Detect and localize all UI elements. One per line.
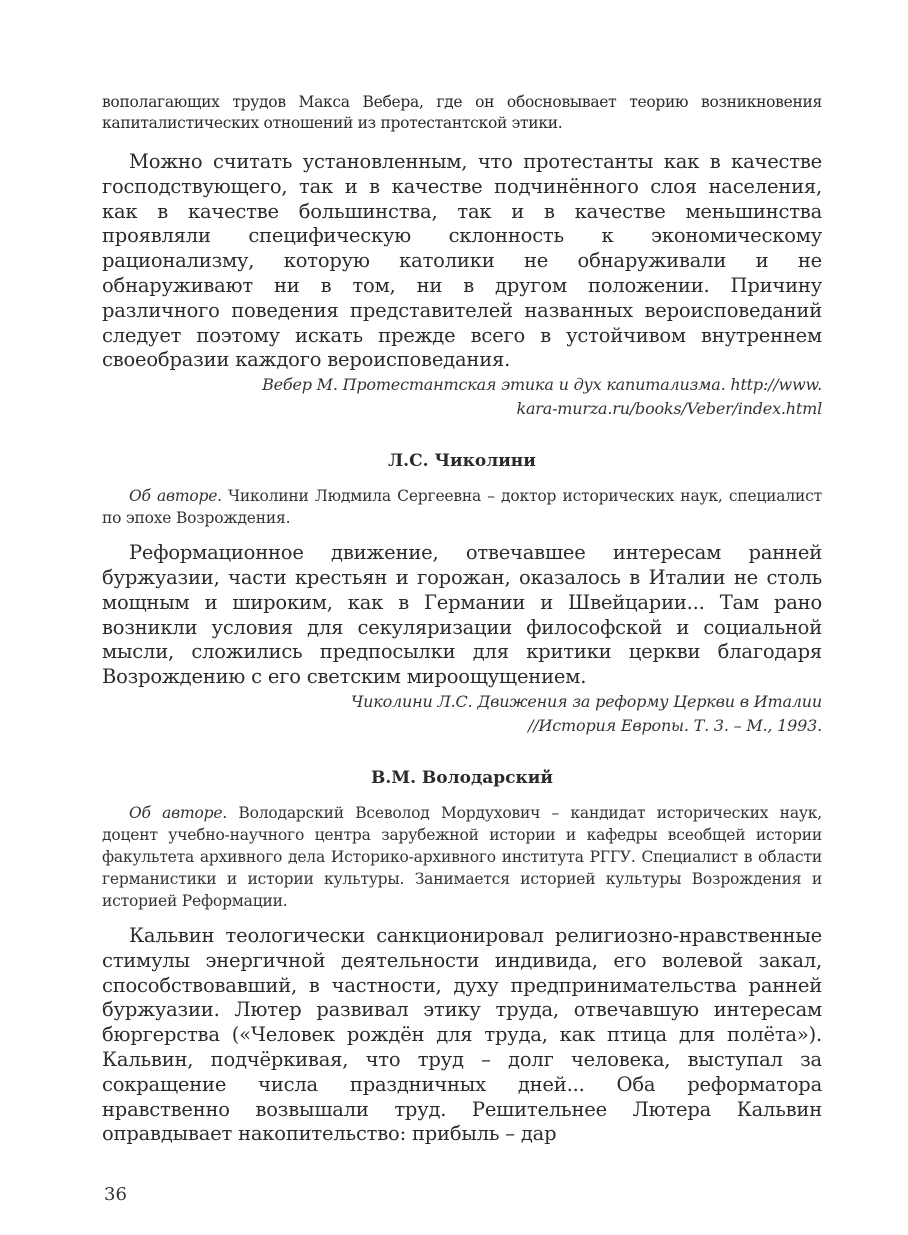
weber-section <box>102 150 822 421</box>
weber-quote: Можно считать установленным, что протестанты как в качестве господствующего, так и в качестве подчинённого слоя населения, как в качестве большинства, так и в качестве меньшинства проявляли специфическую склонность к экономическому рационализму, которую католики не обнаруживали и не обнаруживают ни в том, ни в другом положении. Причину различного поведения представителей названных вероисповеданий следует поэтому искать прежде всего в устойчивом внутреннем своеобразии каждого вероисповедания. <box>102 150 822 372</box>
about-author-label: Об авторе. <box>129 487 222 506</box>
chikolini-source-line-1: Чиколини Л.С. Движения за реформу Церкви в Италии <box>350 691 822 711</box>
volodarsky-about <box>102 802 822 912</box>
volodarsky-section <box>102 768 822 1147</box>
chikolini-quote: Реформационное движение, отвечавшее интересам ранней буржуазии, части крестьян и горожан, оказалось в Италии не столь мощным и широким, как в Германии и Швейцарии... Там рано возникли условия для секуляризации философской и социальной мысли, сложились предпосылки для критики церкви благодаря Возрождению с его светским мироощущением. <box>102 541 822 689</box>
chikolini-heading: Л.С. Чиколини <box>388 451 536 472</box>
chikolini-source-line-2: //История Европы. Т. 3. – М., 1993. <box>528 715 822 735</box>
page-number: 36 <box>104 1184 127 1205</box>
about-author-label: Об авторе. <box>129 803 228 822</box>
volodarsky-heading: В.М. Володарский <box>370 767 554 788</box>
chikolini-section <box>102 451 822 738</box>
weber-source-line-2: kara-murza.ru/books/Veber/index.html <box>516 399 822 419</box>
book-page <box>102 92 822 1147</box>
volodarsky-about-text: Володарский Всеволод Мордухович – кандидат исторических наук, доцент учебно-научного центра зарубежной истории и кафедры всеобщей истории факультета архивного дела Историко-архивного института РГГУ. Специалист в области германистики и истории культуры. Занимается историей культуры Возрождения и историей Реформации. <box>102 803 822 910</box>
chikolini-about-text: Чиколини Людмила Сергеевна – доктор исторических наук, специалист по эпохе Возрождения. <box>102 487 822 528</box>
weber-source-line-1: Вебер М. Протестантская этика и дух капитализма. http://www. <box>262 375 822 395</box>
chikolini-about <box>102 485 822 529</box>
volodarsky-quote: Кальвин теологически санкционировал религиозно-нравственные стимулы энергичной деятельности индивида, его волевой закал, способствовавший, в частности, духу предпринимательства ранней буржуазии. Лютер развивал этику труда, отвечавшую интересам бюргерства («Человек рождён для труда, как птица для полёта»). Кальвин, подчёркивая, что труд – долг человека, выступал за сокращение числа праздничных дней... Оба реформатора нравственно возвышали труд. Решительнее Лютера Кальвин оправдывает накопительство: прибыль – дар <box>102 923 822 1146</box>
continuation-paragraph: вополагающих трудов Макса Вебера, где он обосновывает теорию возникновения капиталистических отношений из протестантской этики. <box>102 93 822 132</box>
